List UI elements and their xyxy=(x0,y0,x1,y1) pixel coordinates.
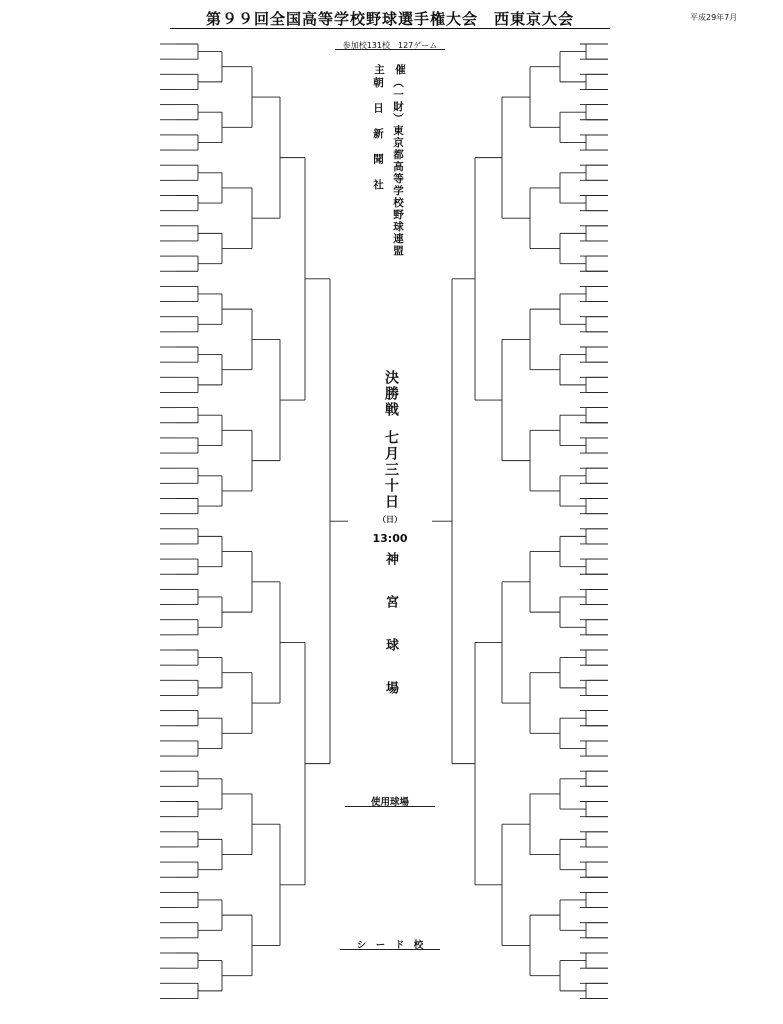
team-name xyxy=(636,749,748,761)
team-name xyxy=(44,537,159,549)
team-name xyxy=(636,704,748,716)
team-name xyxy=(636,658,748,670)
team-name xyxy=(44,476,159,488)
team-name xyxy=(44,173,159,185)
team-name xyxy=(636,67,748,79)
team-name xyxy=(44,749,159,761)
team-name xyxy=(44,870,159,882)
team-name xyxy=(44,704,159,716)
team-name xyxy=(44,628,159,640)
team-name xyxy=(636,189,748,201)
team-name xyxy=(636,719,748,731)
organizer-tokyo-federation: （一財）東京都高等学校野球連盟 xyxy=(392,77,404,257)
team-name xyxy=(636,476,748,488)
final-time: 13:00 xyxy=(372,532,408,545)
team-name xyxy=(636,931,748,943)
team-name xyxy=(636,158,748,170)
team-name xyxy=(636,416,748,428)
team-name xyxy=(636,82,748,94)
team-name xyxy=(636,885,748,897)
team-name xyxy=(44,67,159,79)
team-name xyxy=(44,279,159,291)
team-name xyxy=(44,946,159,958)
team-name xyxy=(636,688,748,700)
team-name xyxy=(44,779,159,791)
team-name xyxy=(636,325,748,337)
page-title: 第９９回全国高等学校野球選手権大会 西東京大会 xyxy=(205,10,574,28)
team-name xyxy=(44,961,159,973)
team-name xyxy=(44,128,159,140)
team-name xyxy=(44,885,159,897)
team-name xyxy=(636,264,748,276)
team-name xyxy=(44,613,159,625)
team-name xyxy=(44,340,159,352)
team-name xyxy=(636,628,748,640)
team-name xyxy=(636,991,748,1003)
team-name xyxy=(44,643,159,655)
team-name xyxy=(636,52,748,64)
team-name xyxy=(44,552,159,564)
team-name xyxy=(44,158,159,170)
team-name xyxy=(44,234,159,246)
team-name xyxy=(636,537,748,549)
team-name xyxy=(44,401,159,413)
team-name xyxy=(44,325,159,337)
team-name xyxy=(44,416,159,428)
venues-heading: 使用球場 xyxy=(370,797,409,808)
participants-rule xyxy=(335,49,445,50)
team-name xyxy=(44,219,159,231)
team-name xyxy=(44,113,159,125)
team-name xyxy=(44,492,159,504)
venues-rule xyxy=(345,806,435,807)
team-name xyxy=(636,552,748,564)
team-name xyxy=(44,461,159,473)
team-name xyxy=(44,295,159,307)
team-name xyxy=(44,204,159,216)
team-name xyxy=(636,598,748,610)
team-name xyxy=(636,249,748,261)
team-name xyxy=(636,643,748,655)
team-name xyxy=(636,946,748,958)
team-name xyxy=(44,37,159,49)
team-name xyxy=(636,855,748,867)
team-name xyxy=(44,370,159,382)
team-name xyxy=(636,385,748,397)
team-name xyxy=(44,991,159,1003)
team-name xyxy=(636,279,748,291)
team-name xyxy=(44,446,159,458)
team-name xyxy=(636,567,748,579)
team-name xyxy=(636,779,748,791)
team-name xyxy=(636,37,748,49)
team-name xyxy=(636,340,748,352)
team-name xyxy=(636,461,748,473)
team-name xyxy=(44,976,159,988)
seeds-heading: シ ー ド 校 xyxy=(356,940,424,951)
team-name xyxy=(636,98,748,110)
organizers-heading: 主 催 xyxy=(374,64,406,76)
team-name xyxy=(636,613,748,625)
team-name xyxy=(636,204,748,216)
team-name xyxy=(636,870,748,882)
team-name xyxy=(44,598,159,610)
team-name xyxy=(44,507,159,519)
team-name xyxy=(636,173,748,185)
team-name xyxy=(44,567,159,579)
organizer-asahi: 朝日新聞社 xyxy=(372,77,384,205)
team-name xyxy=(636,734,748,746)
team-name xyxy=(44,189,159,201)
team-name xyxy=(636,310,748,322)
team-name xyxy=(636,901,748,913)
team-name xyxy=(44,901,159,913)
team-name xyxy=(44,82,159,94)
team-name xyxy=(636,825,748,837)
final-date: 七月三十日 xyxy=(383,430,399,510)
team-name xyxy=(636,840,748,852)
team-name xyxy=(636,431,748,443)
team-name xyxy=(44,673,159,685)
team-name xyxy=(44,931,159,943)
team-name xyxy=(636,446,748,458)
team-name xyxy=(44,582,159,594)
team-name xyxy=(44,143,159,155)
team-name xyxy=(636,961,748,973)
team-name xyxy=(636,522,748,534)
team-name xyxy=(636,673,748,685)
final-venue: 神宮球場 xyxy=(383,552,398,724)
team-name xyxy=(44,719,159,731)
team-name xyxy=(44,734,159,746)
team-name xyxy=(636,976,748,988)
team-name xyxy=(636,355,748,367)
team-name xyxy=(44,385,159,397)
team-name xyxy=(636,582,748,594)
team-name xyxy=(44,688,159,700)
team-name xyxy=(44,431,159,443)
team-name xyxy=(44,840,159,852)
team-name xyxy=(44,764,159,776)
team-name xyxy=(636,295,748,307)
team-name xyxy=(636,764,748,776)
team-name xyxy=(44,249,159,261)
team-name xyxy=(636,143,748,155)
seeds-rule xyxy=(340,949,440,950)
team-name xyxy=(44,855,159,867)
team-name xyxy=(44,52,159,64)
team-name xyxy=(44,825,159,837)
team-name xyxy=(636,810,748,822)
team-name xyxy=(44,795,159,807)
team-name xyxy=(44,658,159,670)
team-name xyxy=(636,795,748,807)
team-name xyxy=(636,507,748,519)
team-name xyxy=(636,128,748,140)
final-weekday: （日） xyxy=(378,515,402,524)
team-name xyxy=(636,492,748,504)
team-name xyxy=(636,234,748,246)
team-name xyxy=(636,401,748,413)
team-name xyxy=(44,916,159,928)
team-name xyxy=(636,219,748,231)
team-name xyxy=(44,522,159,534)
team-name xyxy=(44,355,159,367)
team-name xyxy=(44,264,159,276)
team-name xyxy=(636,370,748,382)
final-label: 決勝戦 xyxy=(383,370,399,418)
team-name xyxy=(44,810,159,822)
team-name xyxy=(44,98,159,110)
date-note: 平成29年7月 xyxy=(690,13,738,22)
participants-note: 参加校131校 127ゲーム xyxy=(342,41,438,50)
team-name xyxy=(44,310,159,322)
team-name xyxy=(636,916,748,928)
team-name xyxy=(636,113,748,125)
